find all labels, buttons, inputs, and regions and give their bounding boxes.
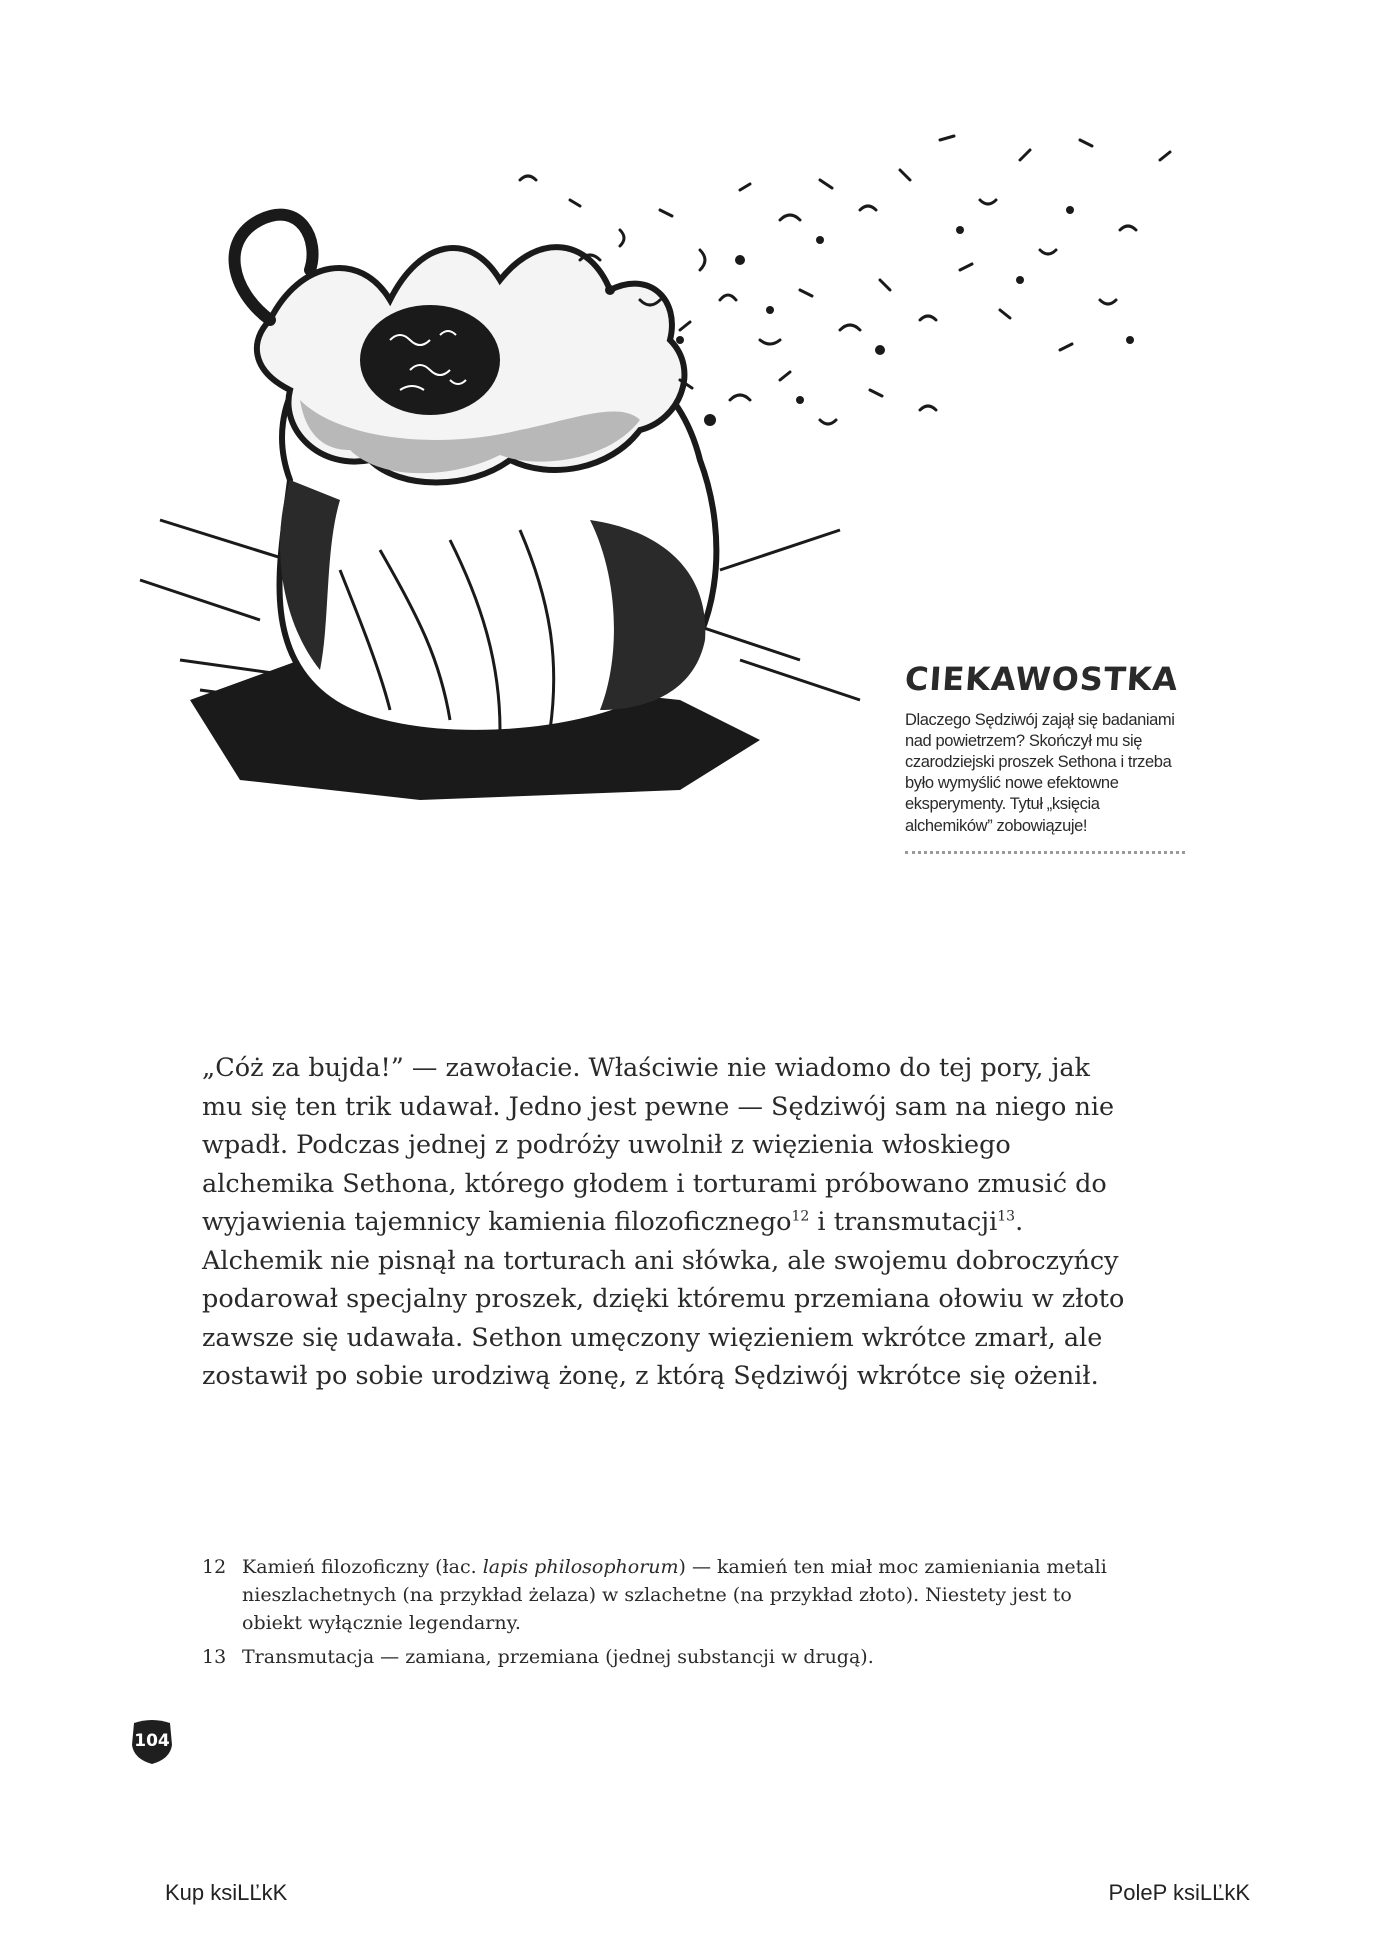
footnote-latin-term: lapis philosophorum: [482, 1556, 679, 1578]
footnote-ref-13[interactable]: 13: [997, 1208, 1016, 1225]
body-text-part-2: i transmutacji: [809, 1207, 998, 1237]
fun-fact-box: [905, 660, 1185, 854]
footnote-number: 12: [202, 1556, 227, 1578]
flying-dots: [605, 206, 1134, 426]
footnote-ref-12[interactable]: 12: [791, 1208, 810, 1225]
body-text-part-1: „Cóż za bujda!” — zawołacie. Właściwie nie wiadomo do tej pory, jak mu się ten trik udawał. Jedno jest pewne — Sędziwój sam na niego nie wpadł. Podczas jednej z podróży uwolnił z więzienia włoskiego alchemika Sethona, którego głodem i torturami próbowano zmusić do wyjawienia tajemnicy kamienia filozoficznego: [202, 1053, 1115, 1237]
footer-recommend-link[interactable]: PoleP ksiLĽkK: [1108, 1880, 1250, 1905]
footnote-text-pre: Kamień filozoficzny (łac.: [242, 1556, 483, 1578]
powder-mass: [360, 305, 500, 415]
body-text-part-3: . Alchemik nie pisnął na torturach ani słówka, ale swojemu dobroczyńcy podarował specjalny proszek, dzięki któremu przemiana ołowiu w złoto zawsze się udawała. Sethon umęczony więzieniem wkrótce zmarł, ale zostawił po sobie urodziwą żonę, z którą Sędziwój wkrótce się ożenił.: [202, 1207, 1125, 1391]
footnote-text: [242, 1553, 1132, 1637]
body-paragraph: [202, 1049, 1132, 1396]
fun-fact-title: CIEKAWOSTKA: [903, 660, 1180, 698]
footnote-13: [202, 1643, 1132, 1671]
page-number: 104: [134, 1731, 170, 1751]
footnote-text-post: ) — kamień ten miał moc zamieniania metali nieszlachetnych (na przykład żelaza) w szlachetne (na przykład złoto). Niestety jest to obiekt wyłącznie legendarny.: [242, 1556, 1107, 1634]
fun-fact-text: Dlaczego Sędziwój zajął się badaniami nad powietrzem? Skończył mu się czarodziejski proszek Sethona i trzeba było wymyślić nowe efektowne eksperymenty. Tytuł „księcia alchemików” zobowiązuje!: [905, 711, 1175, 835]
footnote-number: 13: [202, 1646, 227, 1668]
footnote-12: [202, 1553, 1132, 1637]
page-number-badge: [130, 1719, 174, 1765]
footnote-text: Transmutacja — zamiana, przemiana (jednej substancji w drugą).: [242, 1646, 874, 1668]
fun-fact-divider: [905, 851, 1185, 854]
footer-buy-link[interactable]: Kup ksiLĽkK: [165, 1880, 288, 1905]
footnotes: [202, 1553, 1132, 1677]
